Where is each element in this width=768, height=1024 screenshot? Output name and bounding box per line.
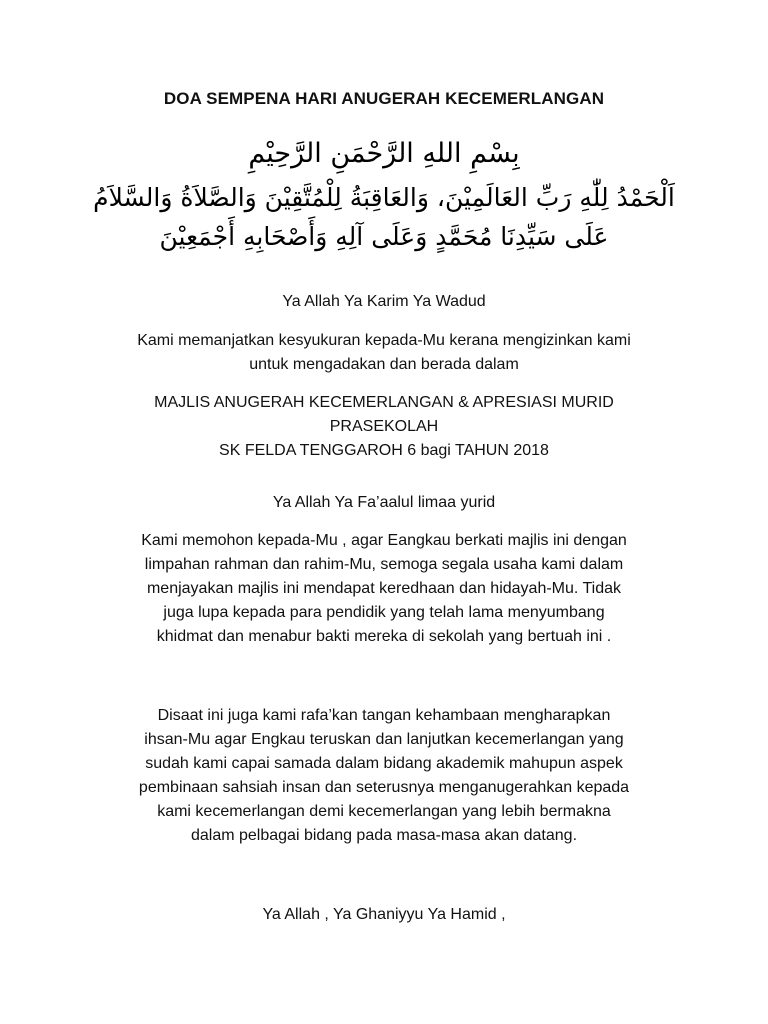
event-name [0,391,768,463]
invocation-3-text: Ya Allah , Ya Ghaniyyu Ya Hamid , [262,906,506,923]
invocation-1 [0,290,768,314]
paragraph-2-line: Kami memohon kepada-Mu , agar Eangkau berkati majlis ini dengan [141,532,627,549]
arabic-line-2: اَلْحَمْدُ لِلّٰهِ رَبِّ العَالَمِيْنَ، وَالعَاقِبَةُ لِلْمُتَّقِيْنَ وَالصَّلاَةُ وَالسَّلاَمُ [93,183,675,212]
paragraph-2-line: menjayakan majlis ini mendapat keredhaan dan hidayah-Mu. Tidak [146,580,622,597]
paragraph-3-line: ihsan-Mu agar Engkau teruskan dan lanjutkan kecemerlangan yang [144,731,624,748]
paragraph-3-line: kami kecemerlangan demi kecemerlangan yang lebih bermakna [157,803,611,820]
paragraph-3 [0,704,768,848]
invocation-2 [0,491,768,515]
paragraph-3-line: sudah kami capai samada dalam bidang akademik mahupun aspek [145,755,623,772]
event-name-line: SK FELDA TENGGAROH 6 bagi TAHUN 2018 [219,442,549,459]
paragraph-3-line: dalam pelbagai bidang pada masa-masa akan datang. [190,827,578,844]
paragraph-2-line: juga lupa kepada para pendidik yang telah lama menyumbang [163,604,605,621]
document-title: DOA SEMPENA HARI ANUGERAH KECEMERLANGAN [163,89,605,108]
paragraph-3-line: Disaat ini juga kami rafa’kan tangan kehambaan mengharapkan [157,707,611,724]
event-name-line: MAJLIS ANUGERAH KECEMERLANGAN & APRESIASI MURID [154,394,614,411]
arabic-basmalah: بِسْمِ اللهِ الرَّحْمَنِ الرَّحِيْمِ [248,138,520,169]
paragraph-3-line: pembinaan sahsiah insan dan seterusnya menganugerahkan kepada [138,779,630,796]
paragraph-2 [0,529,768,649]
paragraph-1-line: Kami memanjatkan kesyukuran kepada-Mu kerana mengizinkan kami [137,332,631,349]
invocation-1-text: Ya Allah Ya Karim Ya Wadud [282,293,486,310]
event-name-line: PRASEKOLAH [329,418,439,435]
paragraph-2-line: khidmat dan menabur bakti mereka di sekolah yang bertuah ini . [156,628,612,645]
paragraph-2-line: limpahan rahman dan rahim-Mu, semoga segala usaha kami dalam [144,556,624,573]
paragraph-1 [0,329,768,377]
invocation-2-text: Ya Allah Ya Fa’aalul limaa yurid [272,494,496,511]
arabic-line-3: عَلَى سَيِّدِنَا مُحَمَّدٍ وَعَلَى آلِهِ وَأَصْحَابِهِ أَجْمَعِيْنَ [159,222,609,251]
paragraph-1-line: untuk mengadakan dan berada dalam [249,356,519,373]
invocation-3 [0,903,768,927]
